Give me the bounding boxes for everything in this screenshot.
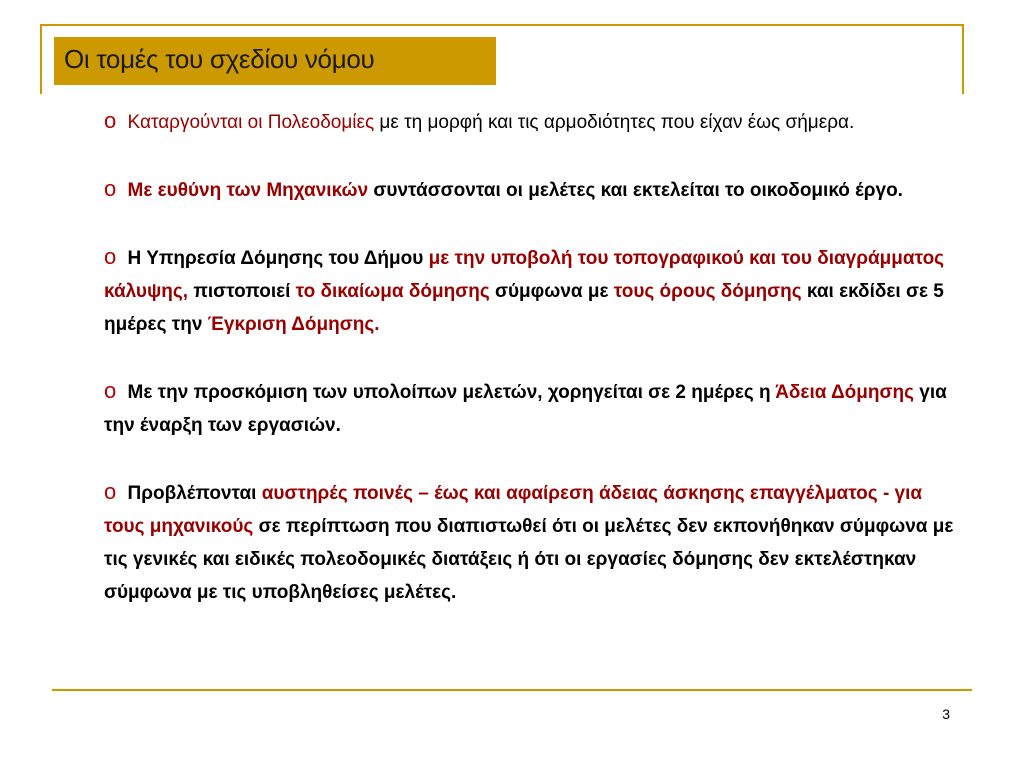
top-frame-line	[40, 24, 964, 26]
right-frame-line	[962, 24, 964, 94]
bullet-item-4	[104, 374, 966, 442]
slide-title: Οι τομές του σχεδίου νόμου	[64, 44, 375, 74]
bullet-item-5	[104, 475, 966, 609]
bullet-segment: το δικαίωμα δόμησης	[295, 281, 490, 302]
bullet-segment: Η Υπηρεσία Δόμησης του Δήμου	[127, 248, 429, 269]
bullet-item-2	[104, 172, 966, 207]
bottom-divider	[52, 689, 972, 691]
bullet-marker: o	[104, 244, 117, 269]
bullet-marker: o	[104, 378, 117, 403]
bullet-segment: με τη μορφή και τις αρμοδιότητες που είχαν έως σήμερα.	[374, 112, 855, 133]
slide-body	[104, 104, 966, 642]
bullet-segment: τους όρους δόμησης	[613, 281, 802, 302]
bullet-segment: με την υποβολή του τοπογραφικού και του διαγράμματος κάλυψης,	[104, 248, 945, 302]
left-frame-line	[40, 24, 42, 94]
bullet-segment: Άδεια Δόμησης	[775, 382, 914, 403]
bullet-segment: αυστηρές ποινές – έως και αφαίρεση άδειας άσκησης επαγγέλματος - για τους μηχανικούς	[104, 483, 923, 537]
bullet-segment: Με την προσκόμιση των υπολοίπων μελετών, χορηγείται σε 2 ημέρες η	[127, 382, 776, 403]
bullet-marker: o	[104, 479, 117, 504]
bullet-segment: Με ευθύνη των Μηχανικών	[127, 180, 369, 201]
bullet-segment: Έγκριση Δόμησης.	[207, 314, 380, 335]
bullet-segment: σε περίπτωση που διαπιστωθεί ότι οι μελέτες δεν εκπονήθηκαν σύμφωνα με τις γενικές και ειδικές πολεοδομικές διατάξεις ή ότι οι εργασίες δόμησης δεν εκτελέστηκαν σύμφωνα με τις υποβληθείσες μελέτες.	[104, 516, 954, 603]
bullet-item-3	[104, 240, 966, 341]
bullet-segment: Καταργούνται οι Πολεοδομίες	[127, 112, 375, 133]
bullet-segment: σύμφωνα με	[489, 281, 614, 302]
bullet-segment: πιστοποιεί	[188, 281, 296, 302]
bullet-item-1	[104, 104, 966, 139]
bullet-segment: συντάσσονται οι μελέτες και εκτελείται το οικοδομικό έργο.	[368, 180, 903, 201]
bullet-segment: Προβλέπονται	[127, 483, 262, 504]
bullet-segment: και εκδίδει σε 5 ημέρες την	[104, 281, 944, 335]
bullet-marker: o	[104, 176, 117, 201]
bullet-segment: για την έναρξη των εργασιών.	[104, 382, 947, 436]
bullet-marker: o	[104, 108, 117, 133]
page-number: 3	[942, 706, 950, 722]
